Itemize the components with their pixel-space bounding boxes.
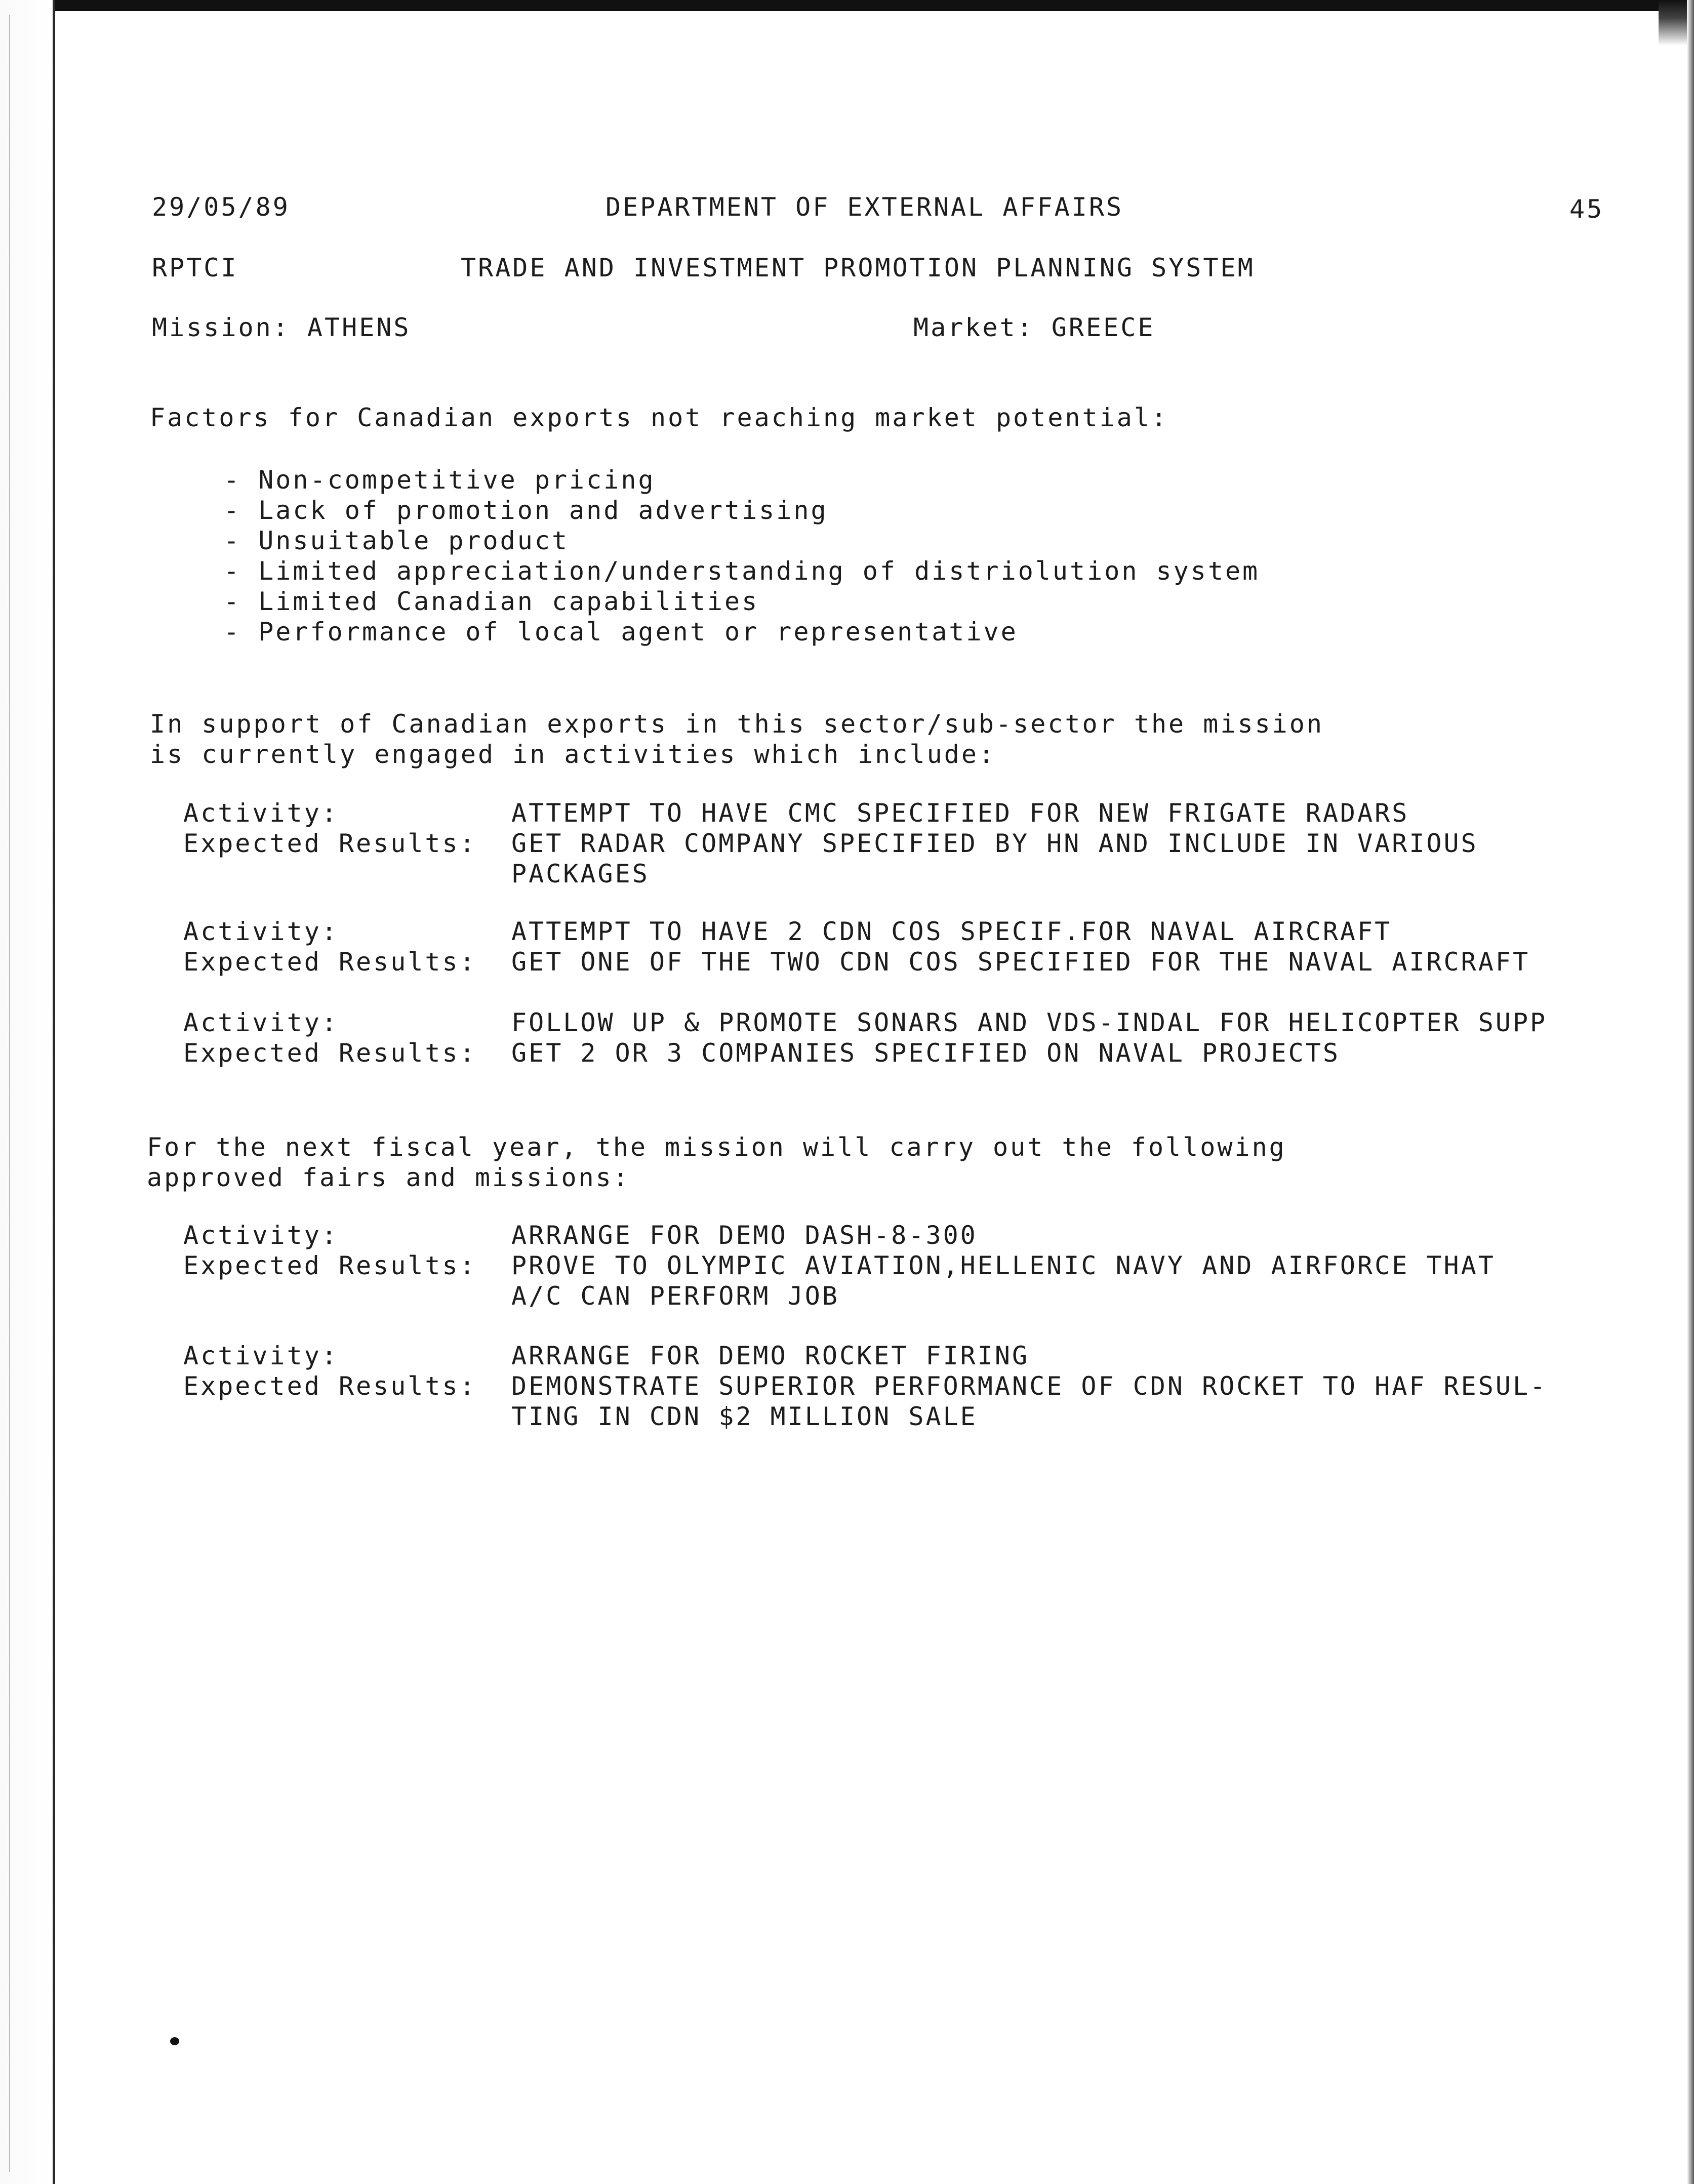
activity-label: Activity:: [183, 1008, 339, 1037]
page-number: 45: [1569, 194, 1604, 224]
next-year-intro: For the next fiscal year, the mission will carry out the following approved fairs and missions:: [147, 1133, 1286, 1192]
activity-value: ARRANGE FOR DEMO ROCKET FIRING: [511, 1341, 1030, 1370]
activity-entry: [183, 916, 1641, 977]
current-activities-intro: In support of Canadian exports in this sector/sub-sector the mission is currently engaged in activities which include:: [150, 709, 1324, 769]
expected-results-value: GET 2 OR 3 COMPANIES SPECIFIED ON NAVAL PROJECTS: [511, 1038, 1340, 1068]
report-code: RPTCI: [152, 253, 238, 282]
activity-value: FOLLOW UP & PROMOTE SONARS AND VDS-INDAL FOR HELICOPTER SUPP: [511, 1008, 1548, 1037]
factor-item: - Limited appreciation/understanding of distriolution system: [224, 556, 1260, 586]
scan-speck: [170, 2037, 179, 2045]
activity-label: Activity:: [183, 798, 339, 828]
expected-results-label: Expected Results:: [183, 947, 477, 977]
activity-value: ATTEMPT TO HAVE CMC SPECIFIED FOR NEW FRIGATE RADARS: [511, 798, 1409, 828]
expected-results-label: Expected Results:: [183, 1371, 477, 1401]
factor-item: - Non-competitive pricing: [224, 465, 656, 495]
activity-entry: [183, 1341, 1641, 1432]
expected-results-value: GET RADAR COMPANY SPECIFIED BY HN AND INCLUDE IN VARIOUS PACKAGES: [511, 829, 1478, 888]
expected-results-label: Expected Results:: [183, 1038, 477, 1068]
expected-results-value: GET ONE OF THE TWO CDN COS SPECIFIED FOR THE NAVAL AIRCRAFT: [511, 947, 1530, 977]
factors-list: [224, 465, 1260, 647]
mission-field: Mission: ATHENS: [152, 313, 411, 342]
activity-value: ARRANGE FOR DEMO DASH-8-300: [511, 1221, 978, 1250]
report-date: 29/05/89: [152, 192, 290, 222]
expected-results-label: Expected Results:: [183, 1251, 477, 1280]
factor-item: - Performance of local agent or representative: [224, 617, 1018, 646]
factors-intro: Factors for Canadian exports not reaching market potential:: [150, 403, 1169, 432]
activity-entry: [183, 1007, 1641, 1068]
system-title: TRADE AND INVESTMENT PROMOTION PLANNING SYSTEM: [461, 253, 1255, 282]
activity-label: Activity:: [183, 1341, 339, 1370]
activity-label: Activity:: [183, 917, 339, 946]
activity-entry: [183, 798, 1641, 889]
department-title: DEPARTMENT OF EXTERNAL AFFAIRS: [606, 192, 1124, 222]
market-field: Market: GREECE: [913, 313, 1155, 342]
activity-entry: [183, 1220, 1641, 1311]
factor-item: - Unsuitable product: [224, 526, 570, 555]
expected-results-label: Expected Results:: [183, 829, 477, 858]
factor-item: - Lack of promotion and advertising: [224, 496, 828, 525]
activity-label: Activity:: [183, 1221, 339, 1250]
activity-value: ATTEMPT TO HAVE 2 CDN COS SPECIF.FOR NAVAL AIRCRAFT: [511, 917, 1392, 946]
expected-results-value: PROVE TO OLYMPIC AVIATION,HELLENIC NAVY AND AIRFORCE THAT A/C CAN PERFORM JOB: [511, 1251, 1496, 1311]
expected-results-value: DEMONSTRATE SUPERIOR PERFORMANCE OF CDN ROCKET TO HAF RESUL- TING IN CDN $2 MILLION SALE: [511, 1371, 1548, 1431]
factor-item: - Limited Canadian capabilities: [224, 587, 759, 616]
